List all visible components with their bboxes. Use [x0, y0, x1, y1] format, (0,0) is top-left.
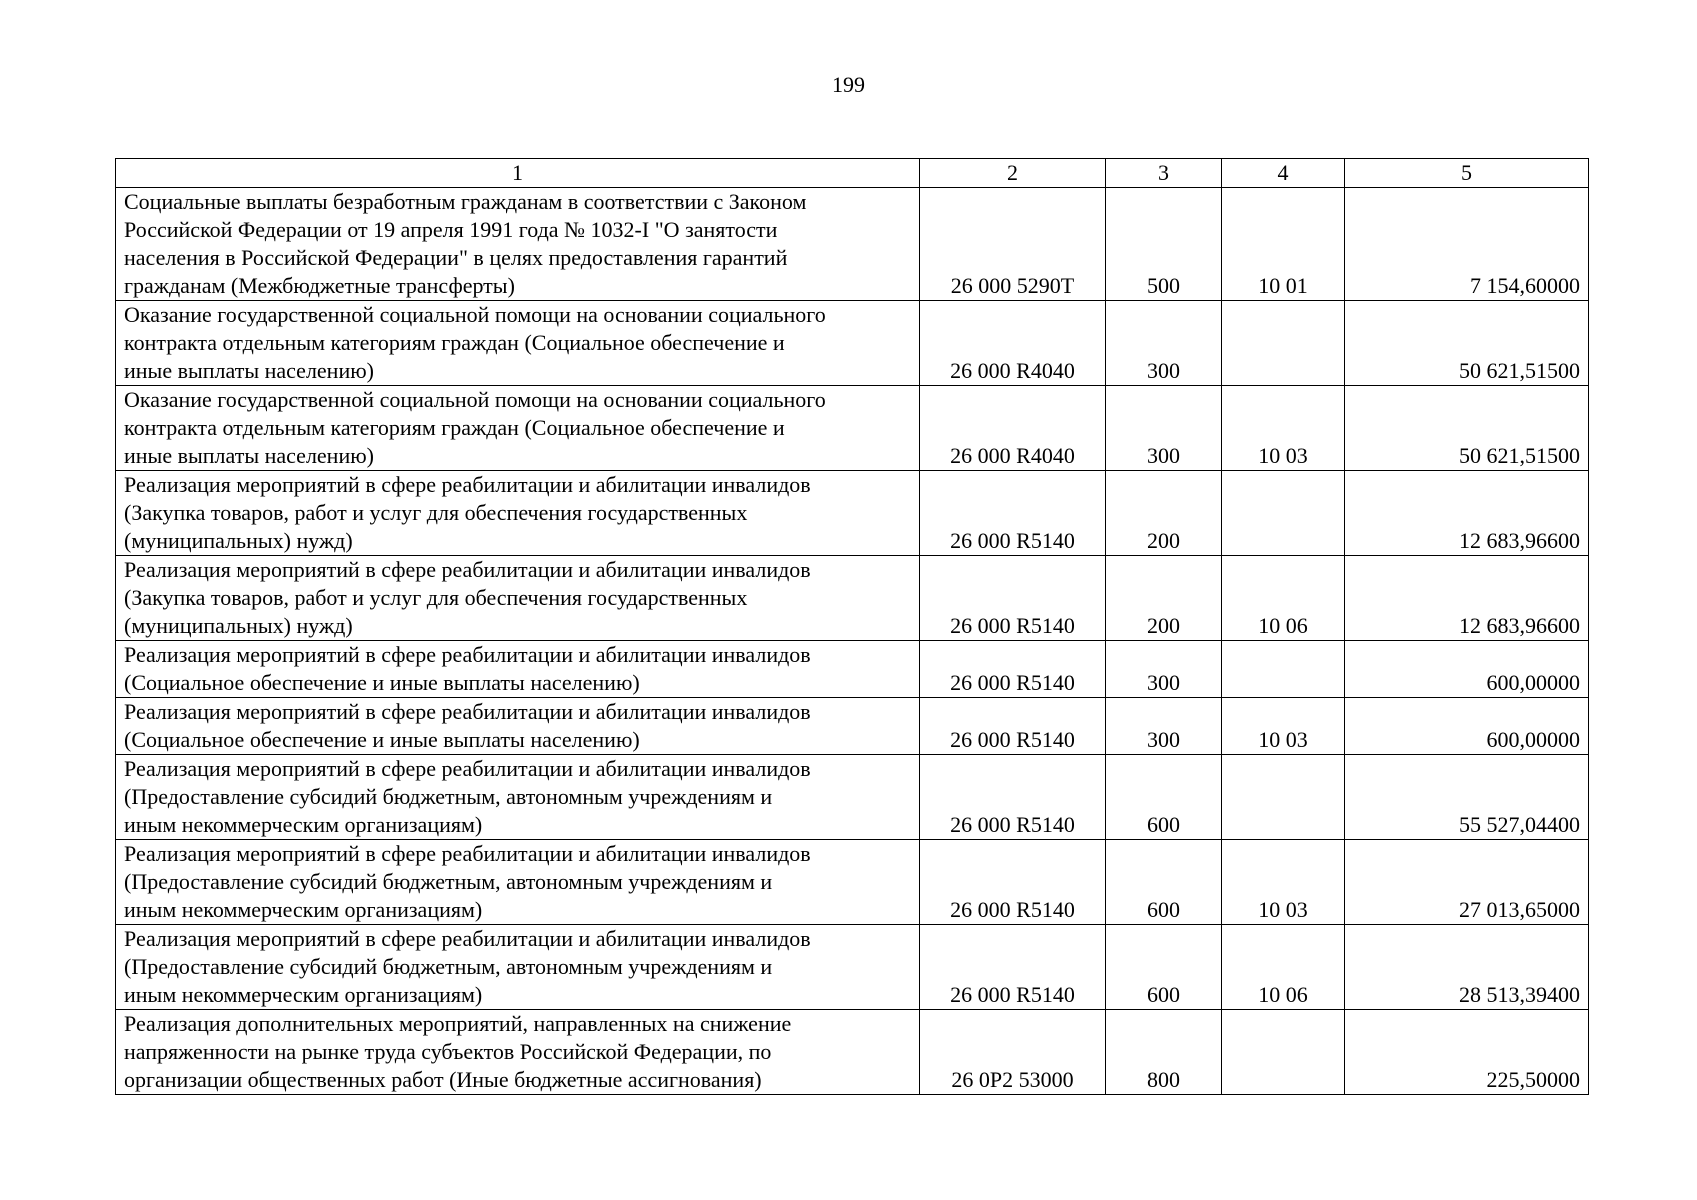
column-header: 3	[1106, 159, 1222, 188]
description-line: (Закупка товаров, работ и услуг для обеспечения государственных	[124, 500, 748, 525]
target-code: 26 000 R4040	[920, 301, 1106, 386]
description-line: (Закупка товаров, работ и услуг для обеспечения государственных	[124, 585, 748, 610]
row-description	[116, 188, 920, 301]
amount: 27 013,65000	[1345, 840, 1589, 925]
table-row	[116, 556, 1589, 641]
target-code: 26 000 R5140	[920, 471, 1106, 556]
description-line: (муниципальных) нужд)	[124, 528, 353, 553]
section-code: 10 06	[1222, 556, 1345, 641]
column-header: 1	[116, 159, 920, 188]
target-code: 26 000 R5140	[920, 698, 1106, 755]
description-line: иным некоммерческим организациям)	[124, 982, 483, 1007]
description-line: Реализация мероприятий в сфере реабилитации и абилитации инвалидов	[124, 642, 811, 667]
amount: 50 621,51500	[1345, 386, 1589, 471]
row-description	[116, 386, 920, 471]
table-header	[116, 159, 1589, 188]
amount: 12 683,96600	[1345, 471, 1589, 556]
target-code: 26 000 R5140	[920, 641, 1106, 698]
table-row	[116, 840, 1589, 925]
expense-type: 600	[1106, 840, 1222, 925]
description-line: иным некоммерческим организациям)	[124, 897, 483, 922]
description-line: Реализация мероприятий в сфере реабилитации и абилитации инвалидов	[124, 841, 811, 866]
description-line: иные выплаты населению)	[124, 358, 374, 383]
row-description	[116, 698, 920, 755]
table-row	[116, 386, 1589, 471]
column-header: 2	[920, 159, 1106, 188]
section-code	[1222, 1010, 1345, 1095]
target-code: 26 000 R5140	[920, 556, 1106, 641]
target-code: 26 000 R5140	[920, 840, 1106, 925]
table-row	[116, 755, 1589, 840]
section-code	[1222, 471, 1345, 556]
description-line: Социальные выплаты безработным гражданам в соответствии с Законом	[124, 189, 807, 214]
amount: 600,00000	[1345, 698, 1589, 755]
section-code: 10 03	[1222, 386, 1345, 471]
description-line: контракта отдельным категориям граждан (Социальное обеспечение и	[124, 330, 785, 355]
row-description	[116, 556, 920, 641]
table-body	[116, 188, 1589, 1095]
table-row	[116, 641, 1589, 698]
row-description	[116, 925, 920, 1010]
description-line: Реализация мероприятий в сфере реабилитации и абилитации инвалидов	[124, 557, 811, 582]
expense-type: 800	[1106, 1010, 1222, 1095]
description-line: Реализация мероприятий в сфере реабилитации и абилитации инвалидов	[124, 699, 811, 724]
expense-type: 300	[1106, 698, 1222, 755]
expense-type: 300	[1106, 386, 1222, 471]
description-line: (Предоставление субсидий бюджетным, автономным учреждениям и	[124, 784, 773, 809]
description-line: населения в Российской Федерации" в целях предоставления гарантий	[124, 245, 788, 270]
section-code	[1222, 301, 1345, 386]
expense-type: 500	[1106, 188, 1222, 301]
description-line: Оказание государственной социальной помощи на основании социального	[124, 387, 826, 412]
description-line: иным некоммерческим организациям)	[124, 812, 483, 837]
description-line: гражданам (Межбюджетные трансферты)	[124, 273, 515, 298]
expense-type: 600	[1106, 755, 1222, 840]
table-row	[116, 925, 1589, 1010]
description-line: организации общественных работ (Иные бюджетные ассигнования)	[124, 1067, 762, 1092]
amount: 12 683,96600	[1345, 556, 1589, 641]
expense-type: 200	[1106, 471, 1222, 556]
table-row	[116, 698, 1589, 755]
row-description	[116, 301, 920, 386]
amount: 225,50000	[1345, 1010, 1589, 1095]
amount: 600,00000	[1345, 641, 1589, 698]
description-line: Реализация мероприятий в сфере реабилитации и абилитации инвалидов	[124, 926, 811, 951]
description-line: иные выплаты населению)	[124, 443, 374, 468]
table-row	[116, 1010, 1589, 1095]
expense-type: 200	[1106, 556, 1222, 641]
target-code: 26 000 R5140	[920, 755, 1106, 840]
table-row	[116, 301, 1589, 386]
section-code: 10 06	[1222, 925, 1345, 1010]
target-code: 26 000 R4040	[920, 386, 1106, 471]
page-number: 199	[832, 72, 865, 97]
table-row	[116, 188, 1589, 301]
description-line: (Социальное обеспечение и иные выплаты населению)	[124, 727, 640, 752]
description-line: (Социальное обеспечение и иные выплаты населению)	[124, 670, 640, 695]
description-line: напряженности на рынке труда субъектов Российской Федерации, по	[124, 1039, 772, 1064]
description-line: (Предоставление субсидий бюджетным, автономным учреждениям и	[124, 954, 773, 979]
description-line: Реализация мероприятий в сфере реабилитации и абилитации инвалидов	[124, 756, 811, 781]
section-code: 10 01	[1222, 188, 1345, 301]
section-code: 10 03	[1222, 840, 1345, 925]
amount: 28 513,39400	[1345, 925, 1589, 1010]
description-line: контракта отдельным категориям граждан (Социальное обеспечение и	[124, 415, 785, 440]
target-code: 26 000 5290T	[920, 188, 1106, 301]
amount: 50 621,51500	[1345, 301, 1589, 386]
header-row	[116, 159, 1589, 188]
row-description	[116, 840, 920, 925]
description-line: (Предоставление субсидий бюджетным, автономным учреждениям и	[124, 869, 773, 894]
amount: 55 527,04400	[1345, 755, 1589, 840]
amount: 7 154,60000	[1345, 188, 1589, 301]
row-description	[116, 755, 920, 840]
row-description	[116, 471, 920, 556]
section-code	[1222, 641, 1345, 698]
expense-type: 300	[1106, 641, 1222, 698]
description-line: Российской Федерации от 19 апреля 1991 года № 1032-I "О занятости	[124, 217, 778, 242]
section-code: 10 03	[1222, 698, 1345, 755]
description-line: Реализация дополнительных мероприятий, направленных на снижение	[124, 1011, 792, 1036]
column-header: 5	[1345, 159, 1589, 188]
description-line: (муниципальных) нужд)	[124, 613, 353, 638]
description-line: Оказание государственной социальной помощи на основании социального	[124, 302, 826, 327]
budget-table	[115, 158, 1589, 1095]
expense-type: 600	[1106, 925, 1222, 1010]
expense-type: 300	[1106, 301, 1222, 386]
table-row	[116, 471, 1589, 556]
row-description	[116, 1010, 920, 1095]
column-header: 4	[1222, 159, 1345, 188]
target-code: 26 0P2 53000	[920, 1010, 1106, 1095]
section-code	[1222, 755, 1345, 840]
row-description	[116, 641, 920, 698]
description-line: Реализация мероприятий в сфере реабилитации и абилитации инвалидов	[124, 472, 811, 497]
target-code: 26 000 R5140	[920, 925, 1106, 1010]
